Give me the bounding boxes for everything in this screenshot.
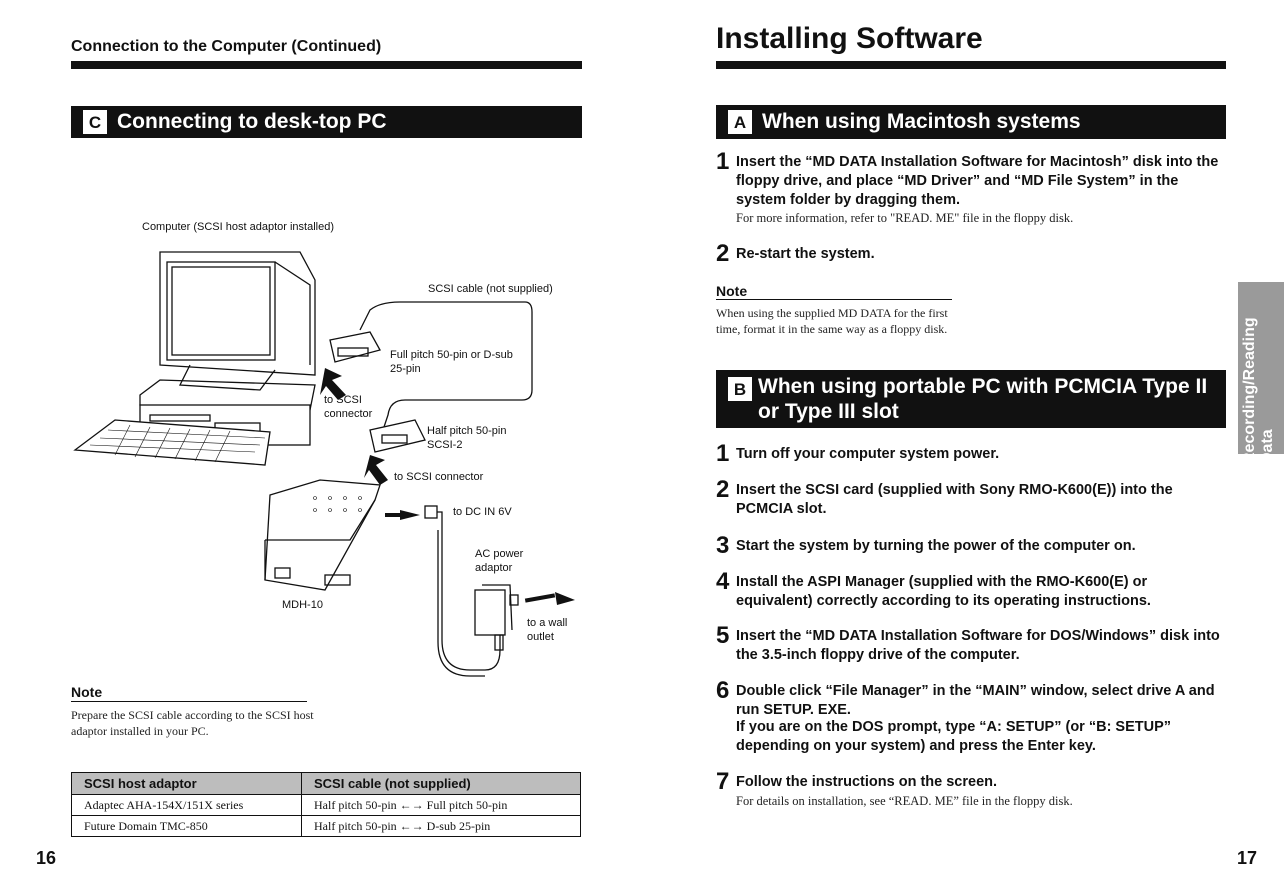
cable-label: SCSI cable (not supplied) xyxy=(428,283,553,295)
connection-diagram xyxy=(70,240,580,680)
table-cell: Half pitch 50-pin ←→ D-sub 25-pin xyxy=(302,816,581,837)
table-cell: Adaptec AHA-154X/151X series xyxy=(72,795,302,816)
step-number: 1 xyxy=(716,148,730,175)
page-number-right: 17 xyxy=(1237,848,1258,868)
step-number: 3 xyxy=(716,532,730,559)
step-text: Insert the “MD DATA Installation Software for Macintosh” disk into the floppy drive, and place “MD Driver” and “MD File System” in the system folder by dragging them. xyxy=(736,154,1219,208)
page-number-left: 16 xyxy=(36,848,57,868)
dc-in-label: to DC IN 6V xyxy=(453,506,512,518)
step-number: 4 xyxy=(716,568,730,595)
step-text: Insert the “MD DATA Installation Software for DOS/Windows” disk into the 3.5-inch floppy drive of the computer. xyxy=(736,628,1220,663)
left-header-rule xyxy=(71,61,582,69)
left-page-header: Connection to the Computer (Continued) xyxy=(71,38,382,55)
step-text: Re-start the system. xyxy=(736,246,875,262)
step-subtext: For more information, refer to "READ. ME" file in the floppy disk. xyxy=(736,211,1074,225)
to-scsi-connector-label: to SCSI connector xyxy=(324,394,373,420)
right-note-rule xyxy=(716,299,952,300)
table-header-cell: SCSI host adaptor xyxy=(72,773,302,795)
title-rule xyxy=(716,61,1226,69)
side-tab-line-1: Recording/Reading xyxy=(1241,317,1258,464)
section-a-heading xyxy=(716,105,1226,139)
to-scsi-connector-label-2: to SCSI connector xyxy=(394,471,484,483)
ac-adaptor-label: AC power adaptor xyxy=(475,548,524,574)
section-title-line-1: When using portable PC with PCMCIA Type II xyxy=(758,375,1208,398)
step-text: Insert the SCSI card (supplied with Sony RMO-K600(E)) into the PCMCIA slot. xyxy=(736,482,1173,517)
step-number: 2 xyxy=(716,476,730,503)
table-header-row xyxy=(72,773,581,795)
section-letter: C xyxy=(83,110,107,134)
table-row xyxy=(72,816,581,837)
scsi-compatibility-table xyxy=(71,772,581,837)
table-header-cell: SCSI cable (not supplied) xyxy=(302,773,581,795)
step-text: Turn off your computer system power. xyxy=(736,446,1000,462)
step-subtext: For details on installation, see “READ. ME” file in the floppy disk. xyxy=(736,794,1073,808)
right-note-text: When using the supplied MD DATA for the first time, format it in the same way as a floppy disk. xyxy=(716,306,948,336)
full-pitch-label: Full pitch 50-pin or D-sub 25-pin xyxy=(390,349,513,375)
side-tab-line-2: Data xyxy=(1259,429,1276,464)
right-note-title: Note xyxy=(716,283,748,299)
left-note-rule xyxy=(71,701,307,702)
step-text: Follow the instructions on the screen. xyxy=(736,774,998,790)
section-b-heading xyxy=(716,370,1226,428)
table-row xyxy=(72,795,581,816)
page-title: Installing Software xyxy=(716,22,983,55)
step-number: 7 xyxy=(716,768,730,795)
step-number: 2 xyxy=(716,240,730,267)
section-letter: B xyxy=(728,377,752,401)
section-letter: A xyxy=(728,110,752,134)
left-note-text: Prepare the SCSI cable according to the SCSI host adaptor installed in your PC. xyxy=(71,708,314,738)
left-note-title: Note xyxy=(71,684,103,700)
half-pitch-label: Half pitch 50-pin SCSI-2 xyxy=(427,425,507,451)
step-text-2: If you are on the DOS prompt, type “A: SETUP” (or “B: SETUP” depending on your system) and press the Enter key. xyxy=(736,719,1172,754)
device-name-label: MDH-10 xyxy=(282,599,323,611)
section-title-line-2: or Type III slot xyxy=(758,400,899,423)
step-number: 6 xyxy=(716,677,730,704)
side-tab xyxy=(1238,282,1284,464)
step-text: Install the ASPI Manager (supplied with the RMO-K600(E) or equivalent) correctly according to its operating instructions. xyxy=(736,574,1151,609)
table-cell: Half pitch 50-pin ←→ Full pitch 50-pin xyxy=(302,795,581,816)
section-c-heading xyxy=(71,106,582,138)
step-number: 5 xyxy=(716,622,730,649)
step-text: Start the system by turning the power of the computer on. xyxy=(736,538,1136,554)
step-text: Double click “File Manager” in the “MAIN” window, select drive A and run SETUP. EXE. xyxy=(736,683,1215,718)
table-cell: Future Domain TMC-850 xyxy=(72,816,302,837)
computer-label: Computer (SCSI host adaptor installed) xyxy=(142,221,334,233)
wall-outlet-label: to a wall outlet xyxy=(527,617,568,643)
section-title: Connecting to desk-top PC xyxy=(117,110,387,133)
step-number: 1 xyxy=(716,440,730,467)
section-title: When using Macintosh systems xyxy=(762,110,1081,133)
